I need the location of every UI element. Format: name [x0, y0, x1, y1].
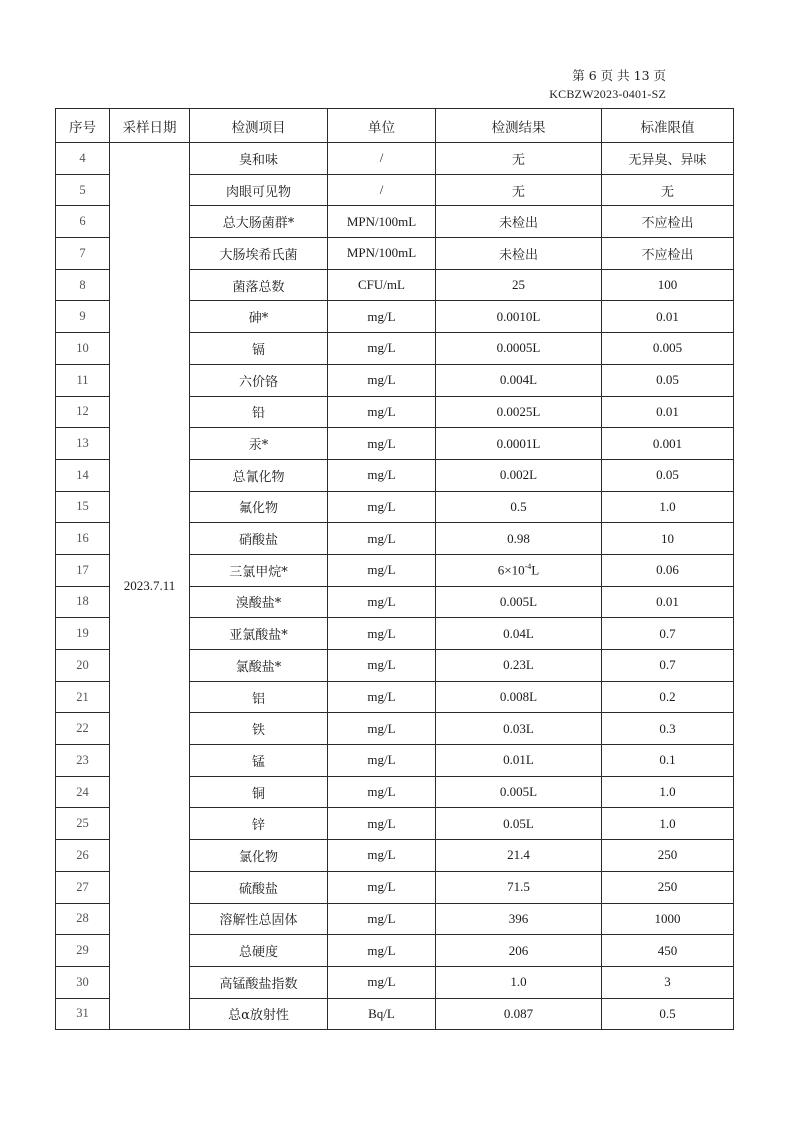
- standard-limit: 0.06: [602, 554, 734, 586]
- standard-limit: 100: [602, 269, 734, 301]
- unit: mg/L: [328, 554, 436, 586]
- table-header-row: [56, 109, 734, 143]
- standard-limit: 0.7: [602, 650, 734, 682]
- unit: mg/L: [328, 364, 436, 396]
- row-number: 9: [56, 301, 110, 333]
- row-number: 30: [56, 966, 110, 998]
- test-item: 溶解性总固体: [190, 903, 328, 935]
- test-item: 大肠埃希氏菌: [190, 238, 328, 270]
- test-result: 1.0: [436, 966, 602, 998]
- unit: mg/L: [328, 840, 436, 872]
- result-base: 6×10: [497, 562, 525, 578]
- standard-limit: 0.05: [602, 364, 734, 396]
- column-header-unit: 单位: [328, 109, 436, 143]
- column-header-date: 采样日期: [110, 109, 190, 143]
- test-result: 206: [436, 935, 602, 967]
- test-result: 0.04L: [436, 618, 602, 650]
- test-result: 0.01L: [436, 745, 602, 777]
- row-number: 11: [56, 364, 110, 396]
- standard-limit: 0.1: [602, 745, 734, 777]
- test-result: 0.0005L: [436, 333, 602, 365]
- test-item: 铁: [190, 713, 328, 745]
- test-item: 总氰化物: [190, 459, 328, 491]
- test-item: 总硬度: [190, 935, 328, 967]
- test-item: 氯化物: [190, 840, 328, 872]
- unit: mg/L: [328, 966, 436, 998]
- unit: /: [328, 143, 436, 175]
- row-number: 8: [56, 269, 110, 301]
- page-number: 第 6 页 共 13 页: [572, 68, 666, 83]
- unit: MPN/100mL: [328, 238, 436, 270]
- test-result: 未检出: [436, 206, 602, 238]
- standard-limit: 无: [602, 174, 734, 206]
- standard-limit: 10: [602, 523, 734, 555]
- test-item: 锌: [190, 808, 328, 840]
- row-number: 22: [56, 713, 110, 745]
- test-result: 0.002L: [436, 459, 602, 491]
- standard-limit: 450: [602, 935, 734, 967]
- test-result: 0.0001L: [436, 428, 602, 460]
- test-result: 无: [436, 174, 602, 206]
- test-item: 硫酸盐: [190, 871, 328, 903]
- column-header-result: 检测结果: [436, 109, 602, 143]
- row-number: 14: [56, 459, 110, 491]
- test-result: 0.0010L: [436, 301, 602, 333]
- standard-limit: 250: [602, 840, 734, 872]
- standard-limit: 0.5: [602, 998, 734, 1030]
- test-result: 71.5: [436, 871, 602, 903]
- unit: mg/L: [328, 745, 436, 777]
- test-result: 0.98: [436, 523, 602, 555]
- standard-limit: 1000: [602, 903, 734, 935]
- column-header-item: 检测项目: [190, 109, 328, 143]
- test-item: 亚氯酸盐*: [190, 618, 328, 650]
- standard-limit: 0.7: [602, 618, 734, 650]
- row-number: 4: [56, 143, 110, 175]
- test-result: 0.05L: [436, 808, 602, 840]
- test-item: 铝: [190, 681, 328, 713]
- row-number: 5: [56, 174, 110, 206]
- row-number: 21: [56, 681, 110, 713]
- test-item: 臭和味: [190, 143, 328, 175]
- standard-limit: 0.01: [602, 396, 734, 428]
- table-row: [56, 143, 734, 175]
- sampling-date: 2023.7.11: [110, 143, 190, 1030]
- unit: mg/L: [328, 776, 436, 808]
- unit: mg/L: [328, 523, 436, 555]
- row-number: 7: [56, 238, 110, 270]
- test-result: 0.005L: [436, 586, 602, 618]
- test-item: 锰: [190, 745, 328, 777]
- test-item: 铅: [190, 396, 328, 428]
- standard-limit: 0.005: [602, 333, 734, 365]
- standard-limit: 1.0: [602, 808, 734, 840]
- row-number: 6: [56, 206, 110, 238]
- unit: mg/L: [328, 491, 436, 523]
- unit: mg/L: [328, 459, 436, 491]
- row-number: 20: [56, 650, 110, 682]
- standard-limit: 0.001: [602, 428, 734, 460]
- unit: mg/L: [328, 586, 436, 618]
- row-number: 26: [56, 840, 110, 872]
- test-item: 六价铬: [190, 364, 328, 396]
- test-result: 0.004L: [436, 364, 602, 396]
- test-item: 砷*: [190, 301, 328, 333]
- standard-limit: 250: [602, 871, 734, 903]
- unit: /: [328, 174, 436, 206]
- result-exponent: -4: [524, 562, 532, 572]
- test-item: 三氯甲烷*: [190, 554, 328, 586]
- unit: MPN/100mL: [328, 206, 436, 238]
- row-number: 17: [56, 554, 110, 586]
- result-suffix: L: [531, 562, 540, 578]
- table-body: [56, 143, 734, 1030]
- test-result: 396: [436, 903, 602, 935]
- standard-limit: 0.3: [602, 713, 734, 745]
- row-number: 16: [56, 523, 110, 555]
- test-result: 0.03L: [436, 713, 602, 745]
- column-header-limit: 标准限值: [602, 109, 734, 143]
- unit: mg/L: [328, 935, 436, 967]
- unit: mg/L: [328, 428, 436, 460]
- unit: mg/L: [328, 618, 436, 650]
- test-item: 高锰酸盐指数: [190, 966, 328, 998]
- row-number: 13: [56, 428, 110, 460]
- test-result: [436, 554, 602, 586]
- column-header-no: 序号: [56, 109, 110, 143]
- test-result: 0.23L: [436, 650, 602, 682]
- row-number: 25: [56, 808, 110, 840]
- row-number: 29: [56, 935, 110, 967]
- standard-limit: 1.0: [602, 491, 734, 523]
- test-item: 溴酸盐*: [190, 586, 328, 618]
- unit: mg/L: [328, 396, 436, 428]
- test-result: 0.087: [436, 998, 602, 1030]
- row-number: 28: [56, 903, 110, 935]
- standard-limit: 不应检出: [602, 238, 734, 270]
- unit: CFU/mL: [328, 269, 436, 301]
- row-number: 10: [56, 333, 110, 365]
- unit: mg/L: [328, 808, 436, 840]
- unit: mg/L: [328, 871, 436, 903]
- unit: Bq/L: [328, 998, 436, 1030]
- test-result: 无: [436, 143, 602, 175]
- test-item: 氟化物: [190, 491, 328, 523]
- standard-limit: 1.0: [602, 776, 734, 808]
- test-item: 硝酸盐: [190, 523, 328, 555]
- test-result: 0.5: [436, 491, 602, 523]
- unit: mg/L: [328, 333, 436, 365]
- standard-limit: 0.2: [602, 681, 734, 713]
- row-number: 19: [56, 618, 110, 650]
- test-result: 0.005L: [436, 776, 602, 808]
- standard-limit: 0.05: [602, 459, 734, 491]
- standard-limit: 0.01: [602, 586, 734, 618]
- standard-limit: 无异臭、异味: [602, 143, 734, 175]
- standard-limit: 3: [602, 966, 734, 998]
- unit: mg/L: [328, 650, 436, 682]
- unit: mg/L: [328, 903, 436, 935]
- test-item: 总大肠菌群*: [190, 206, 328, 238]
- unit: mg/L: [328, 301, 436, 333]
- test-item: 总α放射性: [190, 998, 328, 1030]
- test-result: 未检出: [436, 238, 602, 270]
- row-number: 15: [56, 491, 110, 523]
- row-number: 31: [56, 998, 110, 1030]
- test-item: 汞*: [190, 428, 328, 460]
- row-number: 24: [56, 776, 110, 808]
- test-item: 镉: [190, 333, 328, 365]
- test-item: 肉眼可见物: [190, 174, 328, 206]
- test-item: 菌落总数: [190, 269, 328, 301]
- test-result: 25: [436, 269, 602, 301]
- row-number: 12: [56, 396, 110, 428]
- standard-limit: 0.01: [602, 301, 734, 333]
- report-number: KCBZW2023-0401-SZ: [549, 87, 666, 101]
- row-number: 27: [56, 871, 110, 903]
- test-result: 0.008L: [436, 681, 602, 713]
- standard-limit: 不应检出: [602, 206, 734, 238]
- test-results-table: [55, 108, 734, 1030]
- test-item: 铜: [190, 776, 328, 808]
- row-number: 18: [56, 586, 110, 618]
- unit: mg/L: [328, 681, 436, 713]
- test-item: 氯酸盐*: [190, 650, 328, 682]
- unit: mg/L: [328, 713, 436, 745]
- test-result: 21.4: [436, 840, 602, 872]
- test-result: 0.0025L: [436, 396, 602, 428]
- page-header: [549, 66, 666, 104]
- row-number: 23: [56, 745, 110, 777]
